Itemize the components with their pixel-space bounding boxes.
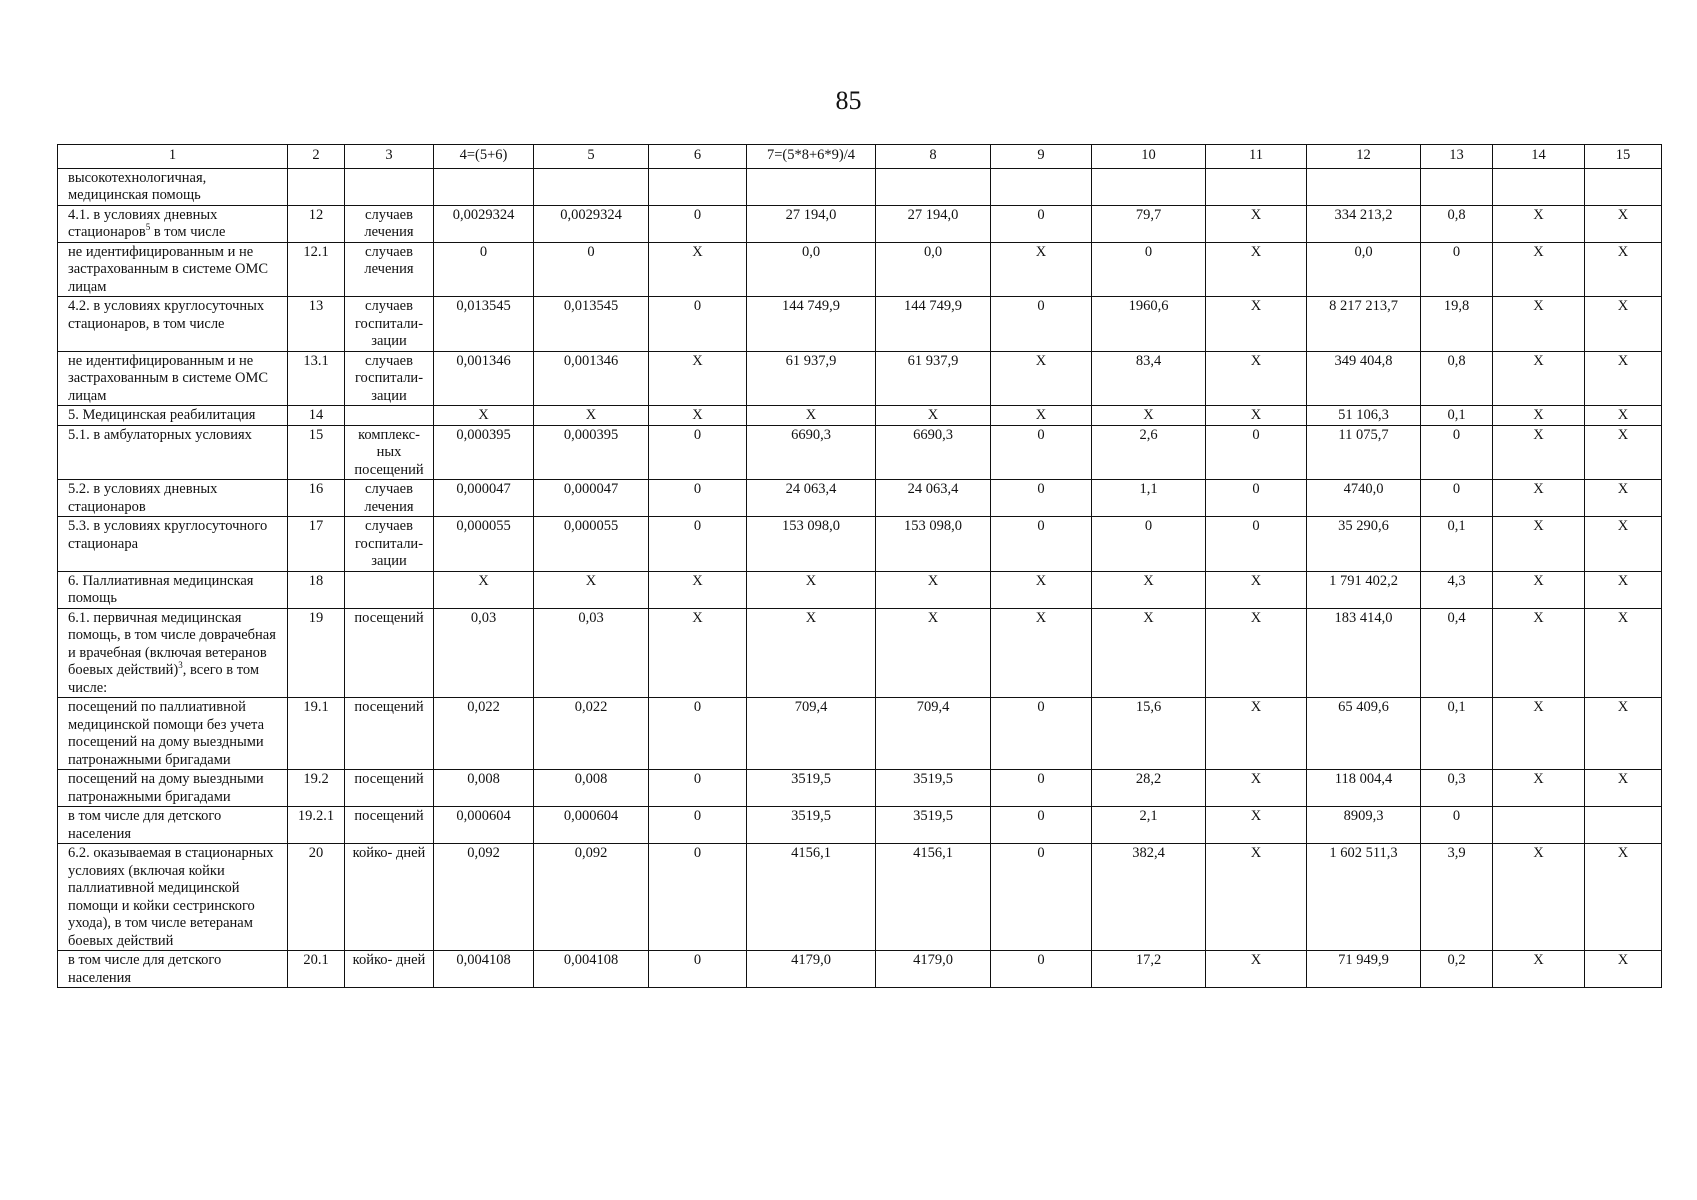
table-cell: 61 937,9: [747, 351, 876, 406]
table-cell: 709,4: [747, 698, 876, 770]
table-cell: 11 075,7: [1307, 425, 1421, 480]
indicators-table: [57, 144, 1662, 988]
table-cell: Х: [1493, 351, 1585, 406]
table-cell: [345, 406, 434, 426]
table-cell: 2,6: [1092, 425, 1206, 480]
table-body: [58, 145, 1662, 988]
table-cell: 4179,0: [747, 951, 876, 988]
table-cell: Х: [991, 571, 1092, 608]
column-number: 10: [1092, 145, 1206, 169]
table-row: [58, 770, 1662, 807]
table-cell: 27 194,0: [876, 205, 991, 242]
table-cell: 0: [534, 242, 649, 297]
table-cell: Х: [747, 406, 876, 426]
table-cell: 3519,5: [747, 807, 876, 844]
table-cell: 0,03: [434, 608, 534, 698]
table-cell: Х: [991, 351, 1092, 406]
table-cell: 0,022: [534, 698, 649, 770]
table-cell: 0: [991, 425, 1092, 480]
table-row: [58, 517, 1662, 572]
table-cell: 0: [991, 807, 1092, 844]
table-cell: случаев госпитали- зации: [345, 517, 434, 572]
table-cell: случаев госпитали- зации: [345, 351, 434, 406]
table-cell: 153 098,0: [747, 517, 876, 572]
table-cell: [876, 168, 991, 205]
table-cell: Х: [1493, 205, 1585, 242]
row-name: 4.1. в условиях дневных стационаров: [68, 206, 218, 240]
row-name: высокотехнологичная, медицинская помощь: [68, 169, 207, 203]
table-cell: 0,001346: [534, 351, 649, 406]
table-cell: Х: [1493, 571, 1585, 608]
table-cell: Х: [1493, 297, 1585, 352]
table-cell: 65 409,6: [1307, 698, 1421, 770]
table-cell: 0: [1206, 517, 1307, 572]
table-cell: 0: [1092, 242, 1206, 297]
table-cell: 0: [991, 844, 1092, 951]
table-cell: 1,1: [1092, 480, 1206, 517]
table-cell: Х: [876, 571, 991, 608]
table-cell: Х: [991, 608, 1092, 698]
table-cell: 3519,5: [876, 807, 991, 844]
row-name-cell: [58, 297, 288, 352]
footnote-marker: 3: [178, 660, 183, 671]
table-cell: 4156,1: [876, 844, 991, 951]
table-cell: 19,8: [1421, 297, 1493, 352]
table-cell: [1493, 807, 1585, 844]
footnote-marker: 5: [145, 222, 151, 233]
table-cell: случаев лечения: [345, 205, 434, 242]
table-cell: 3519,5: [747, 770, 876, 807]
table-cell: Х: [876, 608, 991, 698]
table-cell: 15,6: [1092, 698, 1206, 770]
column-number: 6: [649, 145, 747, 169]
table-cell: Х: [1493, 608, 1585, 698]
table-cell: 0,000055: [434, 517, 534, 572]
column-number: 5: [534, 145, 649, 169]
table-cell: случаев лечения: [345, 242, 434, 297]
table-cell: Х: [1493, 425, 1585, 480]
table-cell: 0: [991, 480, 1092, 517]
column-number: 2: [288, 145, 345, 169]
table-cell: Х: [649, 608, 747, 698]
table-cell: 0,0029324: [434, 205, 534, 242]
row-name: 5.3. в условиях круглосуточного стационара: [68, 518, 268, 552]
column-number: 14: [1493, 145, 1585, 169]
table-cell: Х: [1092, 571, 1206, 608]
table-cell: Х: [1493, 480, 1585, 517]
table-cell: комплекс- ных посещений: [345, 425, 434, 480]
table-cell: 183 414,0: [1307, 608, 1421, 698]
row-name: 5. Медицинская реабилитация: [68, 407, 256, 423]
table-cell: 8 217 213,7: [1307, 297, 1421, 352]
table-cell: Х: [1206, 770, 1307, 807]
table-cell: [345, 571, 434, 608]
table-row: [58, 480, 1662, 517]
table-cell: 0: [1206, 480, 1307, 517]
row-name-cell: [58, 844, 288, 951]
table-cell: Х: [747, 571, 876, 608]
table-cell: Х: [876, 406, 991, 426]
table-cell: Х: [1585, 406, 1662, 426]
table-cell: Х: [1206, 571, 1307, 608]
row-name-continued: , всего в том числе:: [68, 662, 260, 696]
table-cell: 1960,6: [1092, 297, 1206, 352]
row-name: 6. Паллиативная медицинская помощь: [68, 572, 254, 606]
table-cell: Х: [1493, 770, 1585, 807]
table-cell: 0: [991, 297, 1092, 352]
row-name-cell: [58, 168, 288, 205]
table-cell: Х: [649, 351, 747, 406]
table-cell: 79,7: [1092, 205, 1206, 242]
table-cell: Х: [1493, 517, 1585, 572]
table-row: [58, 608, 1662, 698]
table-cell: 0: [1421, 807, 1493, 844]
table-cell: Х: [991, 406, 1092, 426]
table-cell: Х: [1206, 844, 1307, 951]
table-row: [58, 205, 1662, 242]
table-cell: 0,013545: [534, 297, 649, 352]
table-cell: 0,000047: [534, 480, 649, 517]
table-cell: посещений: [345, 807, 434, 844]
row-name-cell: [58, 205, 288, 242]
table-cell: 4740,0: [1307, 480, 1421, 517]
table-cell: 3519,5: [876, 770, 991, 807]
table-cell: 0,092: [534, 844, 649, 951]
column-number: 13: [1421, 145, 1493, 169]
table-row: [58, 242, 1662, 297]
table-cell: Х: [649, 571, 747, 608]
column-number: 8: [876, 145, 991, 169]
table-cell: [288, 168, 345, 205]
table-cell: 382,4: [1092, 844, 1206, 951]
table-cell: 51 106,3: [1307, 406, 1421, 426]
table-cell: [1585, 168, 1662, 205]
column-number: 3: [345, 145, 434, 169]
table-cell: Х: [991, 242, 1092, 297]
table-cell: 0,4: [1421, 608, 1493, 698]
table-cell: 0: [991, 205, 1092, 242]
table-cell: 0,000047: [434, 480, 534, 517]
table-cell: 0,0: [876, 242, 991, 297]
table-row: [58, 807, 1662, 844]
table-row: [58, 844, 1662, 951]
table-cell: 349 404,8: [1307, 351, 1421, 406]
table-cell: Х: [534, 571, 649, 608]
table-cell: [747, 168, 876, 205]
table-cell: 0: [649, 480, 747, 517]
column-number: 12: [1307, 145, 1421, 169]
table-cell: [1307, 168, 1421, 205]
table-cell: 6690,3: [876, 425, 991, 480]
table-cell: 35 290,6: [1307, 517, 1421, 572]
row-name: посещений по паллиативной медицинской помощи без учета посещений на дому выездными патронажными бригадами: [68, 699, 265, 768]
table-cell: 18: [288, 571, 345, 608]
table-cell: 334 213,2: [1307, 205, 1421, 242]
table-cell: Х: [1493, 242, 1585, 297]
table-cell: койко- дней: [345, 844, 434, 951]
table-cell: 0,0: [747, 242, 876, 297]
row-name: не идентифицированным и не застрахованным в системе ОМС лицам: [68, 352, 269, 404]
table-cell: 0,000604: [534, 807, 649, 844]
table-row: [58, 951, 1662, 988]
table-cell: Х: [434, 406, 534, 426]
table-cell: Х: [1585, 517, 1662, 572]
table-cell: 0: [991, 698, 1092, 770]
row-name-cell: [58, 571, 288, 608]
row-name-cell: [58, 480, 288, 517]
table-cell: посещений: [345, 770, 434, 807]
table-cell: Х: [1585, 770, 1662, 807]
row-name-cell: [58, 807, 288, 844]
row-name-cell: [58, 406, 288, 426]
table-cell: 1 602 511,3: [1307, 844, 1421, 951]
column-number: 9: [991, 145, 1092, 169]
table-cell: Х: [1092, 608, 1206, 698]
table-cell: 13.1: [288, 351, 345, 406]
table-cell: [991, 168, 1092, 205]
table-cell: Х: [1206, 242, 1307, 297]
row-name-cell: [58, 351, 288, 406]
row-name: в том числе для детского населения: [68, 808, 222, 842]
table-cell: [1092, 168, 1206, 205]
table-cell: 0,000604: [434, 807, 534, 844]
table-cell: случаев лечения: [345, 480, 434, 517]
table-cell: Х: [1585, 242, 1662, 297]
column-number: 1: [58, 145, 288, 169]
table-cell: 0: [649, 770, 747, 807]
table-cell: 0,0: [1307, 242, 1421, 297]
table-cell: Х: [1493, 406, 1585, 426]
row-name: в том числе для детского населения: [68, 952, 222, 986]
table-cell: 0,004108: [434, 951, 534, 988]
table-cell: 20.1: [288, 951, 345, 988]
table-cell: 0,000395: [534, 425, 649, 480]
table-cell: 0: [991, 770, 1092, 807]
row-name-continued: в том числе: [150, 224, 226, 240]
row-name-cell: [58, 517, 288, 572]
table-cell: 0,001346: [434, 351, 534, 406]
table-cell: [345, 168, 434, 205]
table-cell: 0: [649, 297, 747, 352]
table-cell: Х: [1206, 807, 1307, 844]
table-row: [58, 698, 1662, 770]
table-cell: Х: [1585, 351, 1662, 406]
table-cell: 0: [649, 807, 747, 844]
table-cell: [1206, 168, 1307, 205]
table-cell: 0: [991, 517, 1092, 572]
table-cell: 0,004108: [534, 951, 649, 988]
column-number: 15: [1585, 145, 1662, 169]
table-cell: случаев госпитали- зации: [345, 297, 434, 352]
table-cell: 0: [649, 517, 747, 572]
table-cell: 0,8: [1421, 205, 1493, 242]
table-row: [58, 168, 1662, 205]
table-cell: 16: [288, 480, 345, 517]
row-name-cell: [58, 698, 288, 770]
table-cell: 0,1: [1421, 517, 1493, 572]
table-cell: 17: [288, 517, 345, 572]
table-cell: Х: [1585, 425, 1662, 480]
table-cell: 0: [649, 951, 747, 988]
table-cell: 153 098,0: [876, 517, 991, 572]
table-cell: Х: [1206, 698, 1307, 770]
table-cell: [534, 168, 649, 205]
table-cell: Х: [1206, 406, 1307, 426]
row-name-cell: [58, 425, 288, 480]
table-cell: 0,1: [1421, 698, 1493, 770]
table-cell: 8909,3: [1307, 807, 1421, 844]
column-number-row: [58, 145, 1662, 169]
table-cell: Х: [747, 608, 876, 698]
row-name: 5.1. в амбулаторных условиях: [68, 426, 252, 443]
table-cell: 15: [288, 425, 345, 480]
table-cell: [1421, 168, 1493, 205]
table-cell: 14: [288, 406, 345, 426]
table-cell: Х: [649, 242, 747, 297]
table-cell: посещений: [345, 698, 434, 770]
table-cell: 12: [288, 205, 345, 242]
table-cell: 144 749,9: [747, 297, 876, 352]
table-cell: 13: [288, 297, 345, 352]
row-name-cell: [58, 242, 288, 297]
row-name-cell: [58, 608, 288, 698]
table-cell: 0,008: [534, 770, 649, 807]
column-number: 4=(5+6): [434, 145, 534, 169]
table-cell: Х: [1206, 297, 1307, 352]
table-cell: Х: [1092, 406, 1206, 426]
table-cell: 118 004,4: [1307, 770, 1421, 807]
table-row: [58, 571, 1662, 608]
table-cell: Х: [434, 571, 534, 608]
table-cell: Х: [534, 406, 649, 426]
table-cell: 0: [1206, 425, 1307, 480]
table-cell: 0: [1421, 480, 1493, 517]
row-name: 5.2. в условиях дневных стационаров: [68, 481, 218, 515]
table-cell: 0: [649, 844, 747, 951]
table-cell: Х: [1585, 608, 1662, 698]
table-cell: 0: [991, 951, 1092, 988]
table-cell: 0: [649, 425, 747, 480]
table-cell: 19.1: [288, 698, 345, 770]
table-cell: Х: [1493, 951, 1585, 988]
table-cell: 17,2: [1092, 951, 1206, 988]
table-cell: 6690,3: [747, 425, 876, 480]
table-cell: [649, 168, 747, 205]
table-cell: [434, 168, 534, 205]
table-cell: 4179,0: [876, 951, 991, 988]
column-number: 11: [1206, 145, 1307, 169]
table-cell: 0,1: [1421, 406, 1493, 426]
table-cell: 3,9: [1421, 844, 1493, 951]
table-cell: 0,2: [1421, 951, 1493, 988]
table-cell: 83,4: [1092, 351, 1206, 406]
table-cell: 28,2: [1092, 770, 1206, 807]
table-cell: Х: [1206, 951, 1307, 988]
table-cell: 0,000055: [534, 517, 649, 572]
table-row: [58, 297, 1662, 352]
table-cell: 4156,1: [747, 844, 876, 951]
table-cell: 24 063,4: [876, 480, 991, 517]
table-cell: Х: [1493, 698, 1585, 770]
table-cell: Х: [1585, 844, 1662, 951]
table-cell: 12.1: [288, 242, 345, 297]
table-cell: 0: [649, 205, 747, 242]
table-cell: 0: [649, 698, 747, 770]
table-cell: 0,3: [1421, 770, 1493, 807]
table-cell: 19: [288, 608, 345, 698]
table-row: [58, 425, 1662, 480]
table-cell: Х: [1585, 951, 1662, 988]
table-row: [58, 406, 1662, 426]
table-cell: 0,000395: [434, 425, 534, 480]
table-cell: [1493, 168, 1585, 205]
table-cell: Х: [1206, 608, 1307, 698]
table-cell: 71 949,9: [1307, 951, 1421, 988]
table-cell: 2,1: [1092, 807, 1206, 844]
row-name: 4.2. в условиях круглосуточных стационаров, в том числе: [68, 298, 265, 332]
table-cell: Х: [1206, 351, 1307, 406]
table-cell: 27 194,0: [747, 205, 876, 242]
table-cell: Х: [649, 406, 747, 426]
table-cell: 19.2.1: [288, 807, 345, 844]
table-cell: 0,022: [434, 698, 534, 770]
table-cell: 20: [288, 844, 345, 951]
table-cell: 0,03: [534, 608, 649, 698]
table-row: [58, 351, 1662, 406]
table-cell: 0: [1421, 425, 1493, 480]
table-cell: 19.2: [288, 770, 345, 807]
table-cell: Х: [1206, 205, 1307, 242]
row-name-cell: [58, 770, 288, 807]
table-cell: Х: [1493, 844, 1585, 951]
table-cell: Х: [1585, 571, 1662, 608]
row-name: посещений на дому выездными патронажными бригадами: [68, 771, 264, 805]
row-name: не идентифицированным и не застрахованным в системе ОМС лицам: [68, 243, 269, 295]
table-cell: 0: [1421, 242, 1493, 297]
table-cell: 24 063,4: [747, 480, 876, 517]
table-cell: Х: [1585, 297, 1662, 352]
column-number: 7=(5*8+6*9)/4: [747, 145, 876, 169]
table-cell: Х: [1585, 698, 1662, 770]
row-name: 6.1. первичная медицинская помощь, в том числе доврачебная и врачебная (включая ветеранов боевых действий): [68, 609, 276, 678]
table-cell: 144 749,9: [876, 297, 991, 352]
table-cell: 4,3: [1421, 571, 1493, 608]
table-cell: 0: [1092, 517, 1206, 572]
table-cell: [1585, 807, 1662, 844]
table-cell: Х: [1585, 480, 1662, 517]
table-cell: 0,092: [434, 844, 534, 951]
table-cell: 61 937,9: [876, 351, 991, 406]
table-cell: 1 791 402,2: [1307, 571, 1421, 608]
table-cell: посещений: [345, 608, 434, 698]
row-name-cell: [58, 951, 288, 988]
table-cell: 0,8: [1421, 351, 1493, 406]
page-number: 85: [835, 86, 862, 115]
table-cell: 0,008: [434, 770, 534, 807]
table-cell: Х: [1585, 205, 1662, 242]
row-name: 6.2. оказываемая в стационарных условиях (включая койки паллиативной медицинской помощи и койки сестринского ухода), в том числе ветеранам боевых действий: [68, 845, 274, 949]
table-cell: 0,013545: [434, 297, 534, 352]
table-cell: 0: [434, 242, 534, 297]
table-cell: 709,4: [876, 698, 991, 770]
table-cell: 0,0029324: [534, 205, 649, 242]
table-cell: койко- дней: [345, 951, 434, 988]
